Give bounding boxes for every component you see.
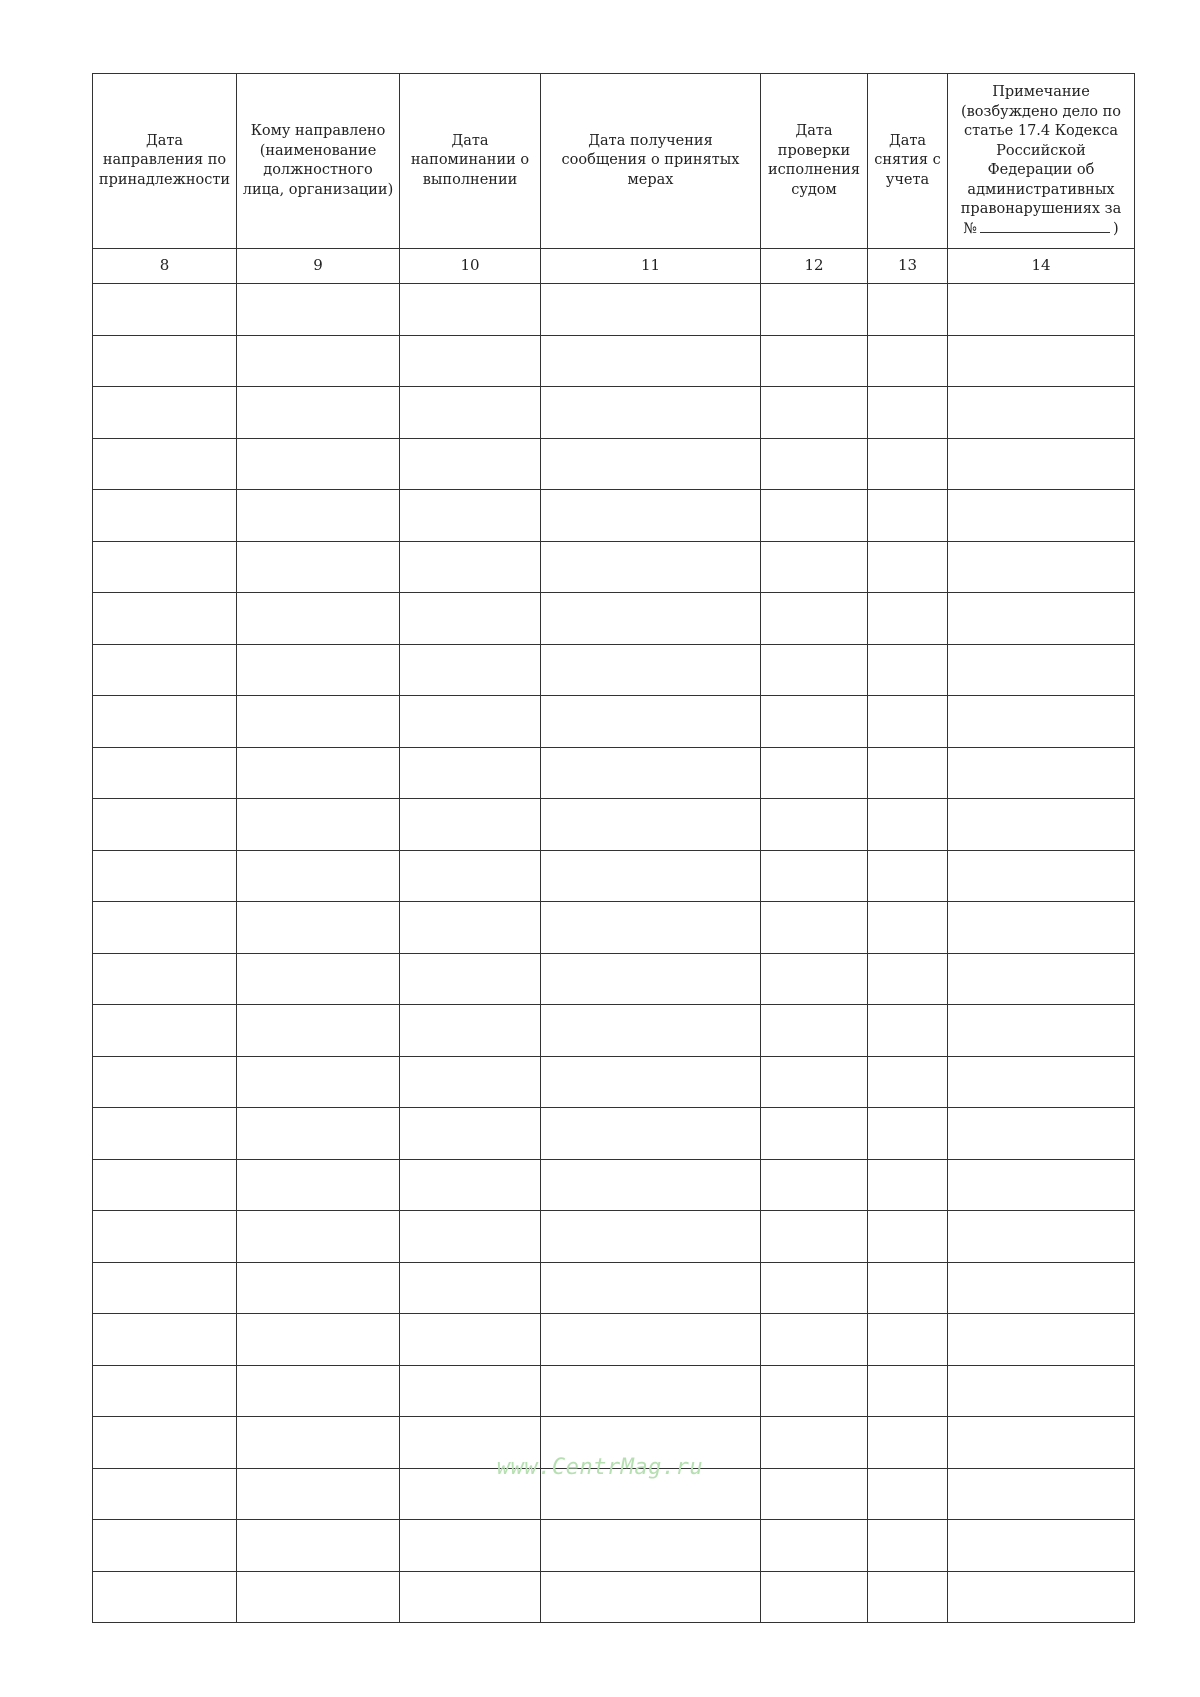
table-cell[interactable] [948,541,1135,593]
table-cell[interactable] [400,1571,541,1623]
table-cell[interactable] [761,902,868,954]
table-row [93,1005,1135,1057]
table-row [93,850,1135,902]
table-cell[interactable] [400,953,541,1005]
column-number: 13 [868,249,948,284]
table-cell[interactable] [237,387,400,439]
table-cell[interactable] [761,1365,868,1417]
table-cell[interactable] [868,850,948,902]
table-cell[interactable] [541,1159,761,1211]
table-row [93,1211,1135,1263]
table-cell[interactable] [868,799,948,851]
table-cell[interactable] [93,387,237,439]
table-cell[interactable] [400,593,541,645]
table-cell[interactable] [948,747,1135,799]
table-row [93,593,1135,645]
table-cell[interactable] [761,696,868,748]
header-row [93,74,1135,249]
col-header-deregistration-date: Дата снятия с учета [868,74,948,249]
column-number: 14 [948,249,1135,284]
watermark: www.CentrMag.ru [496,1455,704,1480]
table-row [93,747,1135,799]
table-row [93,799,1135,851]
table-cell[interactable] [541,1520,761,1572]
table-cell[interactable] [761,387,868,439]
table-cell[interactable] [93,1571,237,1623]
table-cell[interactable] [761,747,868,799]
table-cell[interactable] [948,490,1135,542]
table-cell[interactable] [237,1520,400,1572]
table-cell[interactable] [868,1262,948,1314]
table-row [93,696,1135,748]
table-cell[interactable] [541,1571,761,1623]
col-header-note [948,74,1135,249]
table-cell[interactable] [541,387,761,439]
table-row [93,644,1135,696]
table-cell[interactable] [541,850,761,902]
table-cell[interactable] [948,1571,1135,1623]
table-cell[interactable] [400,696,541,748]
table-cell[interactable] [237,541,400,593]
table-cell[interactable] [948,902,1135,954]
table-cell[interactable] [400,284,541,336]
table-cell[interactable] [761,953,868,1005]
table-cell[interactable] [541,1314,761,1366]
note-number-prefix: № [963,220,978,237]
table-cell[interactable] [400,799,541,851]
table-cell[interactable] [237,490,400,542]
table-cell[interactable] [761,644,868,696]
col-header-dispatch-date: Дата направления по принадлежности [93,74,237,249]
table-cell[interactable] [237,850,400,902]
table-cell[interactable] [400,1005,541,1057]
table-row [93,490,1135,542]
table-cell[interactable] [541,1108,761,1160]
table-cell[interactable] [400,541,541,593]
table-cell[interactable] [948,1314,1135,1366]
column-number: 12 [761,249,868,284]
table-cell[interactable] [541,747,761,799]
table-cell[interactable] [541,902,761,954]
table-cell[interactable] [93,541,237,593]
table-cell[interactable] [868,438,948,490]
table-row [93,541,1135,593]
table-cell[interactable] [237,1365,400,1417]
table-cell[interactable] [93,953,237,1005]
table-cell[interactable] [868,490,948,542]
table-cell[interactable] [541,1211,761,1263]
table-cell[interactable] [93,335,237,387]
table-cell[interactable] [93,490,237,542]
table-cell[interactable] [93,747,237,799]
table-cell[interactable] [93,1211,237,1263]
table-cell[interactable] [948,696,1135,748]
table-cell[interactable] [761,284,868,336]
table-cell[interactable] [948,1520,1135,1572]
table-cell[interactable] [541,953,761,1005]
table-cell[interactable] [541,438,761,490]
note-number-blank [980,220,1110,233]
table-cell[interactable] [541,284,761,336]
column-number: 11 [541,249,761,284]
table-row [93,1159,1135,1211]
table-cell[interactable] [761,593,868,645]
table-cell[interactable] [93,902,237,954]
table-cell[interactable] [400,1159,541,1211]
table-row [93,1571,1135,1623]
table-cell[interactable] [237,902,400,954]
table-cell[interactable] [400,747,541,799]
table-cell[interactable] [400,1365,541,1417]
table-cell[interactable] [761,1056,868,1108]
table-row [93,953,1135,1005]
table-cell[interactable] [93,1520,237,1572]
table-cell[interactable] [237,335,400,387]
note-number-suffix: ) [1113,220,1119,237]
table-row [93,387,1135,439]
table-cell[interactable] [541,644,761,696]
table-cell[interactable] [761,335,868,387]
table-cell[interactable] [400,850,541,902]
col-header-reminder-date: Дата напоминании о выполнении [400,74,541,249]
table-cell[interactable] [400,1108,541,1160]
table-cell[interactable] [948,1211,1135,1263]
column-number: 8 [93,249,237,284]
table-cell[interactable] [948,1108,1135,1160]
table-cell[interactable] [93,1365,237,1417]
table-cell[interactable] [948,850,1135,902]
table-row [93,438,1135,490]
table-cell[interactable] [237,799,400,851]
table-cell[interactable] [868,1520,948,1572]
table-cell[interactable] [237,747,400,799]
table-cell[interactable] [541,696,761,748]
table-cell[interactable] [868,953,948,1005]
table-cell[interactable] [761,1159,868,1211]
table-cell[interactable] [868,335,948,387]
table-cell[interactable] [93,284,237,336]
table-row [93,1262,1135,1314]
table-cell[interactable] [93,1056,237,1108]
col-header-court-check-date: Дата проверки исполнения судом [761,74,868,249]
table-cell[interactable] [237,1005,400,1057]
table-cell[interactable] [400,490,541,542]
table-cell[interactable] [948,1262,1135,1314]
table-cell[interactable] [761,1520,868,1572]
table-cell[interactable] [868,593,948,645]
table-cell[interactable] [400,438,541,490]
table-cell[interactable] [868,1005,948,1057]
table-cell[interactable] [237,1108,400,1160]
table-cell[interactable] [948,438,1135,490]
table-cell[interactable] [541,490,761,542]
table-cell[interactable] [237,1056,400,1108]
table-cell[interactable] [237,1314,400,1366]
table-row [93,1056,1135,1108]
table-cell[interactable] [868,541,948,593]
table-cell[interactable] [948,953,1135,1005]
col-header-recipient: Кому направлено (наименование должностного лица, организации) [237,74,400,249]
register-table [92,73,1135,1623]
table-cell[interactable] [948,593,1135,645]
table-row [93,335,1135,387]
column-number-row [93,249,1135,284]
table-cell[interactable] [400,387,541,439]
table-cell[interactable] [541,593,761,645]
table-cell[interactable] [237,1159,400,1211]
table-cell[interactable] [541,1005,761,1057]
table-cell[interactable] [237,696,400,748]
table-cell[interactable] [948,335,1135,387]
table-cell[interactable] [237,1211,400,1263]
table-cell[interactable] [948,799,1135,851]
table-cell[interactable] [541,799,761,851]
table-cell[interactable] [868,1314,948,1366]
table-cell[interactable] [237,644,400,696]
table-cell[interactable] [400,1520,541,1572]
table-cell[interactable] [868,1365,948,1417]
table-cell[interactable] [400,1211,541,1263]
table-cell[interactable] [93,1159,237,1211]
table-cell[interactable] [93,438,237,490]
table-cell[interactable] [868,1159,948,1211]
table-cell[interactable] [93,1314,237,1366]
table-cell[interactable] [93,1005,237,1057]
table-cell[interactable] [93,1262,237,1314]
table-cell[interactable] [400,1262,541,1314]
table-cell[interactable] [761,490,868,542]
col-header-response-date: Дата получения сообщения о принятых мерах [541,74,761,249]
table-cell[interactable] [93,799,237,851]
table-cell[interactable] [761,1005,868,1057]
table-row [93,902,1135,954]
table-cell[interactable] [761,1211,868,1263]
table-cell[interactable] [948,1159,1135,1211]
table-cell[interactable] [761,850,868,902]
table-cell[interactable] [400,644,541,696]
table-cell[interactable] [868,644,948,696]
table-cell[interactable] [541,1262,761,1314]
table-cell[interactable] [761,1262,868,1314]
table-cell[interactable] [948,1005,1135,1057]
table-cell[interactable] [237,438,400,490]
table-cell[interactable] [237,1262,400,1314]
table-cell[interactable] [761,1108,868,1160]
table-cell[interactable] [93,1108,237,1160]
table-cell[interactable] [948,1365,1135,1417]
table-cell[interactable] [400,902,541,954]
table-cell[interactable] [237,593,400,645]
table-cell[interactable] [761,1314,868,1366]
table-cell[interactable] [948,1056,1135,1108]
table-row [93,1108,1135,1160]
column-number: 9 [237,249,400,284]
table-cell[interactable] [541,541,761,593]
table-cell[interactable] [948,644,1135,696]
table-cell[interactable] [868,902,948,954]
table-cell[interactable] [93,696,237,748]
table-cell[interactable] [868,696,948,748]
table-cell[interactable] [761,1571,868,1623]
table-cell[interactable] [400,1056,541,1108]
table-cell[interactable] [541,1365,761,1417]
table-cell[interactable] [761,799,868,851]
table-cell[interactable] [868,284,948,336]
table-cell[interactable] [761,541,868,593]
table-row [93,284,1135,336]
table-cell[interactable] [93,593,237,645]
table-cell[interactable] [868,747,948,799]
table-row [93,1365,1135,1417]
table-cell[interactable] [948,284,1135,336]
table-cell[interactable] [541,335,761,387]
note-header-text: Примечание (возбуждено дело по статье 17.4 Кодекса Российской Федерации об административных правонарушениях за [960,84,1122,217]
table-cell[interactable] [93,644,237,696]
table-cell[interactable] [868,1108,948,1160]
table-cell[interactable] [541,1056,761,1108]
table-cell[interactable] [400,335,541,387]
table-cell[interactable] [868,1056,948,1108]
table-cell[interactable] [868,1211,948,1263]
table-cell[interactable] [868,1571,948,1623]
table-cell[interactable] [948,387,1135,439]
table-cell[interactable] [868,387,948,439]
table-cell[interactable] [237,1571,400,1623]
table-row [93,1520,1135,1572]
table-cell[interactable] [237,284,400,336]
table-body [93,284,1135,1623]
table-cell[interactable] [237,953,400,1005]
column-number: 10 [400,249,541,284]
table-cell[interactable] [761,438,868,490]
table-cell[interactable] [400,1314,541,1366]
table-cell[interactable] [93,850,237,902]
table-row [93,1314,1135,1366]
